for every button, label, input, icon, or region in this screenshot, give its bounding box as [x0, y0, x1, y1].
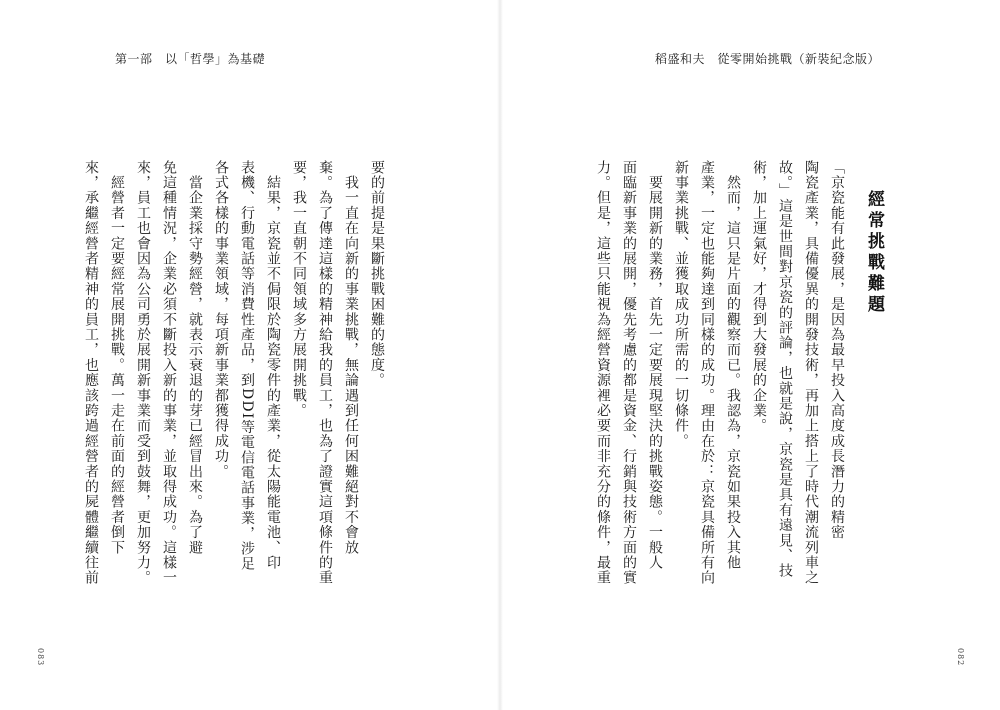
right-page-body-text: 「京瓷能有此發展，是因為最早投入高度成長潛力的精密 陶瓷產業，具備優異的開發技術，再加上搭上了時代潮流列車之 故。」這是世間對京瓷的評論，也就是說，京瓷是具有遠見、技 術，加上運氣好，才得到大發展的企業。 然而，這只是片面的觀察而已。我認為，京瓷如果投入其他 產業，一定也能夠達到同樣的成功。理由在於：京瓷具備所有向 新事業挑戰、並獲取成功所需的一切條件。 要展開新的業務，首先一定要展現堅決的挑戰姿態。一般人 面臨新事業的展開，優先考慮的都是資金、行銷與技術方面的實 力。但是，這些只能視為經營資源裡必要而非充分的條件，最重: [595, 160, 845, 586]
right-page: [500, 0, 1000, 710]
running-head-right: 稻盛和夫 從零開始挑戰（新裝紀念版）: [654, 52, 880, 66]
section-title: 經常挑戰難題: [864, 190, 884, 316]
left-page-body-text: 要的前提是果斷挑戰困難的態度。 我一直在向新的事業挑戰，無論遇到任何困難絕對不會放 棄。為了傳達這樣的精神給我的員工，也為了證實這項條件的重 要，我一直朝不同領域多方展開挑戰。 結果，京瓷並不侷限於陶瓷零件的產業，從太陽能電池、印 表機、行動電話等消費性產品，到DDI等電信電話事業，涉足 各式各樣的事業領域，每項新事業都獲得成功。 當企業採守勢經營，就表示衰退的芽已經冒出來。為了避 免這種情況，企業必須不斷投入新的事業，並取得成功。這樣一 來，員工也會因為公司勇於展開新事業而受到鼓舞，更加努力。 經營者一定要經常展開挑戰。萬一走在前面的經營者倒下 來，承繼經營者精神的員工，也應該跨過經營者的屍體繼續往前: [83, 160, 385, 586]
running-head-left: 第一部 以「哲學」為基礎: [115, 52, 266, 66]
page-number-left: 083: [36, 648, 45, 667]
page-number-right: 082: [956, 648, 965, 667]
